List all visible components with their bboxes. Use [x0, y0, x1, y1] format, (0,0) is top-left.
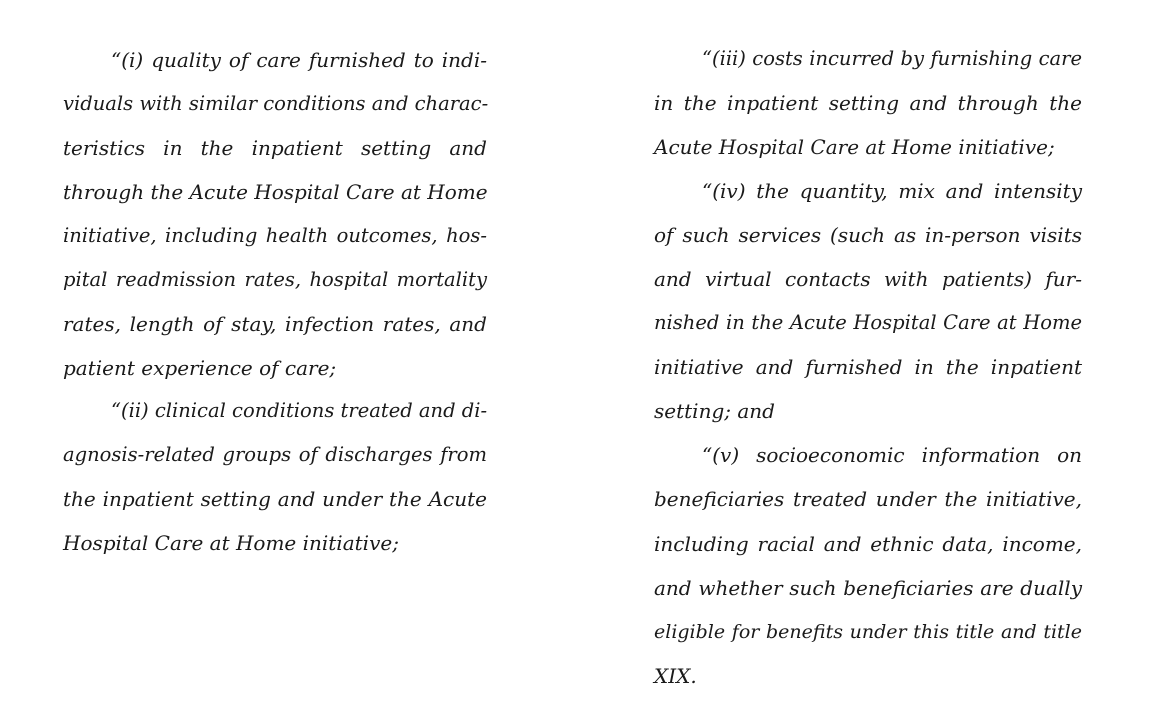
clause-i-line-2: viduals with similar conditions and charac- — [63, 92, 489, 115]
clause-ii-line-3: the inpatient setting and under the Acute — [63, 487, 487, 511]
clause-i-line-3: teristics in the inpatient setting and — [63, 136, 487, 160]
clause-v-line-4: and whether such beneficiaries are dually — [654, 576, 1082, 600]
clause-iv-line-3: and virtual contacts with patients) fur- — [654, 267, 1082, 291]
clause-i-line-1: “(i) quality of care furnished to indi- — [111, 48, 487, 72]
clause-v-line-3: including racial and ethnic data, income, — [654, 532, 1082, 556]
clause-v-line-1: “(v) socioeconomic information on — [702, 443, 1082, 467]
clause-iii-line-2: in the inpatient setting and through the — [654, 91, 1082, 115]
clause-ii-line-4: Hospital Care at Home initiative; — [63, 531, 399, 555]
clause-iii-line-1: “(iii) costs incurred by furnishing care — [702, 47, 1082, 70]
clause-v-line-2: beneficiaries treated under the initiative, — [654, 487, 1082, 511]
clause-iv-line-2: of such services (such as in-person visits — [654, 223, 1082, 247]
clause-i-line-7: rates, length of stay, infection rates, and — [63, 312, 487, 336]
clause-i-line-6: pital readmission rates, hospital mortality — [63, 268, 487, 291]
clause-ii-line-1: “(ii) clinical conditions treated and di- — [111, 399, 488, 422]
clause-iv-line-1: “(iv) the quantity, mix and intensity — [702, 179, 1082, 203]
clause-i-line-8: patient experience of care; — [63, 356, 337, 380]
clause-i-line-5: initiative, including health outcomes, hos- — [63, 224, 487, 247]
clause-iii-line-3: Acute Hospital Care at Home initiative; — [654, 135, 1055, 159]
clause-ii-line-2: agnosis-related groups of discharges from — [63, 443, 487, 466]
clause-iv-line-5: initiative and furnished in the inpatient — [654, 355, 1082, 379]
clause-v-line-5: eligible for benefits under this title and title — [654, 621, 1082, 643]
clause-i-line-4: through the Acute Hospital Care at Home — [63, 180, 488, 204]
clause-iv-line-6: setting; and — [654, 399, 775, 423]
clause-iv-line-4: nished in the Acute Hospital Care at Home — [654, 311, 1082, 334]
clause-v-line-6: XIX. — [654, 664, 697, 688]
